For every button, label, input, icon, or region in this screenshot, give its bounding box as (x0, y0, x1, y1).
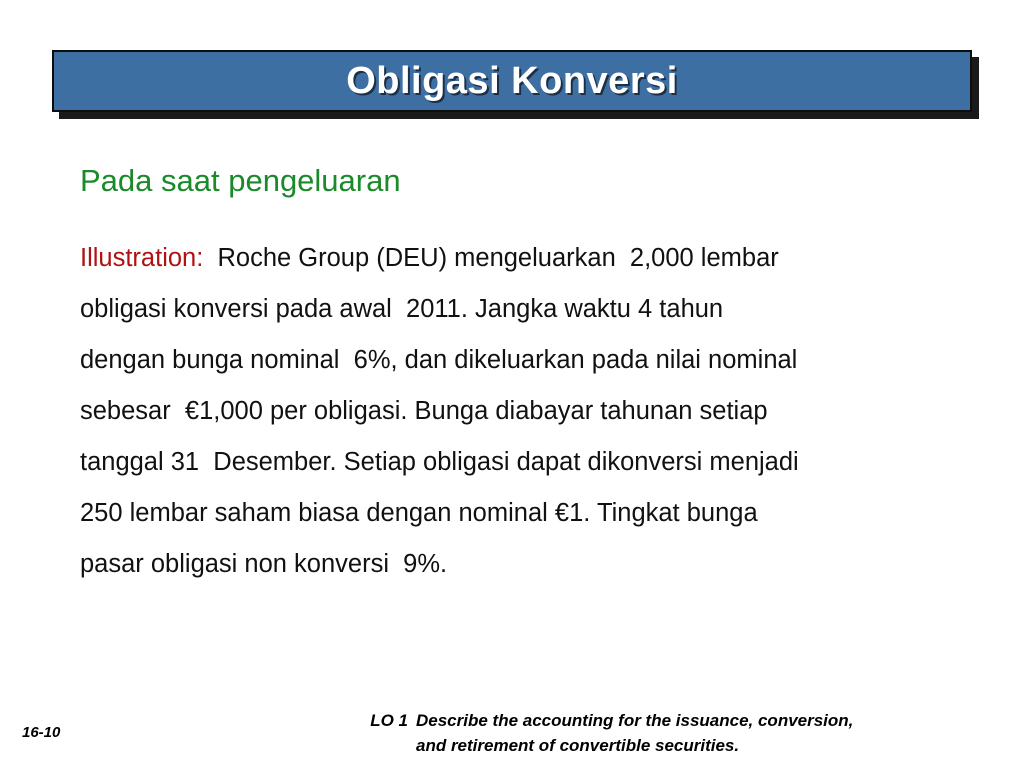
body-line-1 (80, 233, 980, 284)
page-number: 16-10 (22, 724, 61, 741)
title-banner-box (52, 50, 972, 112)
learning-objective (338, 708, 853, 758)
body-line-5: tanggal 31 Desember. Setiap obligasi dapat dikonversi menjadi (80, 448, 799, 476)
lo-row-2 (338, 733, 853, 758)
illustration-label: Illustration: (80, 244, 204, 272)
body-line-3: dengan bunga nominal 6%, dan dikeluarkan pada nilai nominal (80, 346, 798, 374)
body-line-2: obligasi konversi pada awal 2011. Jangka waktu 4 tahun (80, 295, 724, 323)
slide-subtitle: Pada saat pengeluaran (80, 163, 401, 198)
lo-label: LO 1 (370, 711, 408, 730)
slide-title: Obligasi Konversi (346, 59, 678, 102)
illustration-paragraph (80, 233, 980, 590)
body-line-6: 250 lembar saham biasa dengan nominal €1. Tingkat bunga (80, 499, 758, 527)
lo-text-line-1: Describe the accounting for the issuance, conversion, (416, 711, 854, 730)
body-line-7: pasar obligasi non konversi 9%. (80, 550, 448, 578)
lo-row-1 (338, 708, 853, 733)
slide-title-banner (52, 50, 974, 114)
body-line-4: sebesar €1,000 per obligasi. Bunga diabayar tahunan setiap (80, 397, 768, 425)
body-line-1-text: Roche Group (DEU) mengeluarkan 2,000 lembar (203, 244, 779, 272)
lo-text-line-2: and retirement of convertible securities. (416, 736, 740, 755)
